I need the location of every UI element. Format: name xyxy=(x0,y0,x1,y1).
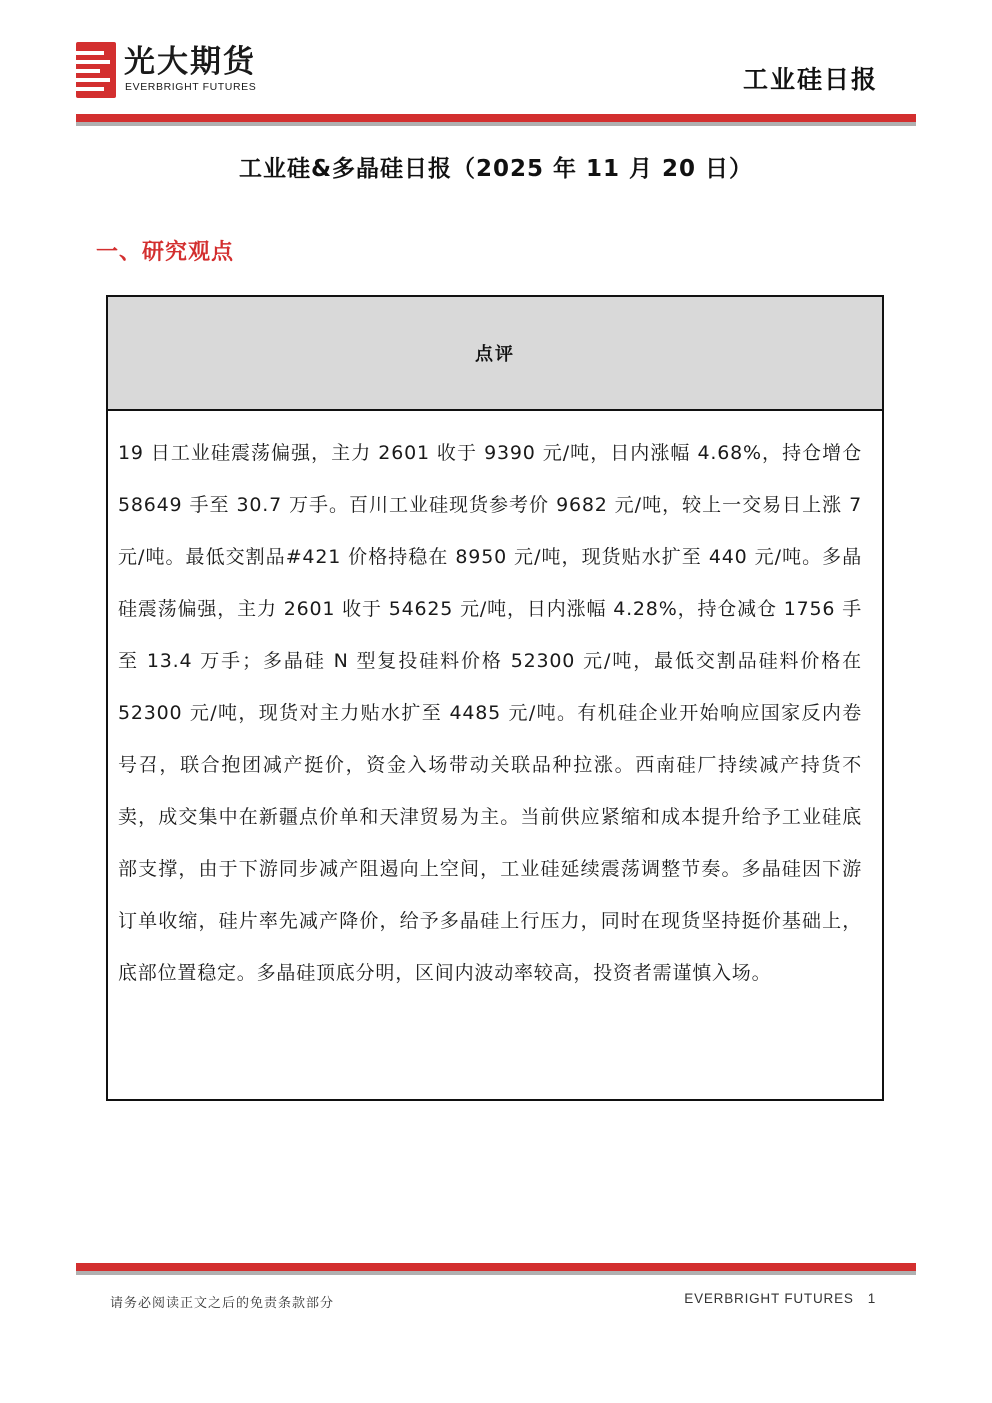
section-heading: 一、研究观点 xyxy=(96,240,235,265)
header-divider-shadow xyxy=(76,122,916,126)
report-type-title: 工业硅日报 xyxy=(742,65,878,94)
header-divider xyxy=(76,114,916,122)
footer-disclaimer: 请务必阅读正文之后的免责条款部分 xyxy=(110,1296,335,1311)
footer-divider xyxy=(76,1263,916,1271)
everbright-logo-icon xyxy=(76,42,116,98)
comment-table-body: 19 日工业硅震荡偏强，主力 2601 收于 9390 元/吨，日内涨幅 4.68%，持仓增仓 58649 手至 30.7 万手。百川工业硅现货参考价 9682 元/吨，较上一交易日上涨 7 元/吨。最低交割品#421 价格持稳在 8950 元/吨，现货贴水扩至 440 元/吨。多晶硅震荡偏强，主力 2601 收于 54625 元/吨，日内涨幅 4.28%，持仓减仓 1756 手至 13.4 万手；多晶硅 N 型复投硅料价格 52300 元/吨，最低交割品硅料价格在 52300 元/吨，现货对主力贴水扩至 4485 元/吨。有机硅企业开始响应国家反内卷号召，联合抱团减产挺价，资金入场带动关联品种拉涨。西南硅厂持续减产持货不卖，成交集中在新疆点价单和天津贸易为主。当前供应紧缩和成本提升给予工业硅底部支撑，由于下游同步减产阻遏向上空间，工业硅延续震荡调整节奏。多晶硅因下游订单收缩，硅片率先减产降价，给予多晶硅上行压力，同时在现货坚持挺价基础上，底部位置稳定。多晶硅顶底分明，区间内波动率较高，投资者需谨慎入场。 xyxy=(118,442,862,984)
footer-company xyxy=(684,1291,876,1306)
company-logo xyxy=(76,38,296,100)
footer-company-name: EVERBRIGHT FUTURES xyxy=(684,1291,854,1306)
document-title: 工业硅&多晶硅日报（2025 年 11 月 20 日） xyxy=(238,156,754,182)
comment-table xyxy=(106,295,884,1101)
page-number: 1 xyxy=(867,1291,876,1306)
comment-table-header: 点评 xyxy=(108,297,882,411)
logo-chinese-name: 光大期货 xyxy=(124,44,256,80)
footer-divider-shadow xyxy=(76,1271,916,1275)
logo-english-name: EVERBRIGHT FUTURES xyxy=(125,81,257,93)
